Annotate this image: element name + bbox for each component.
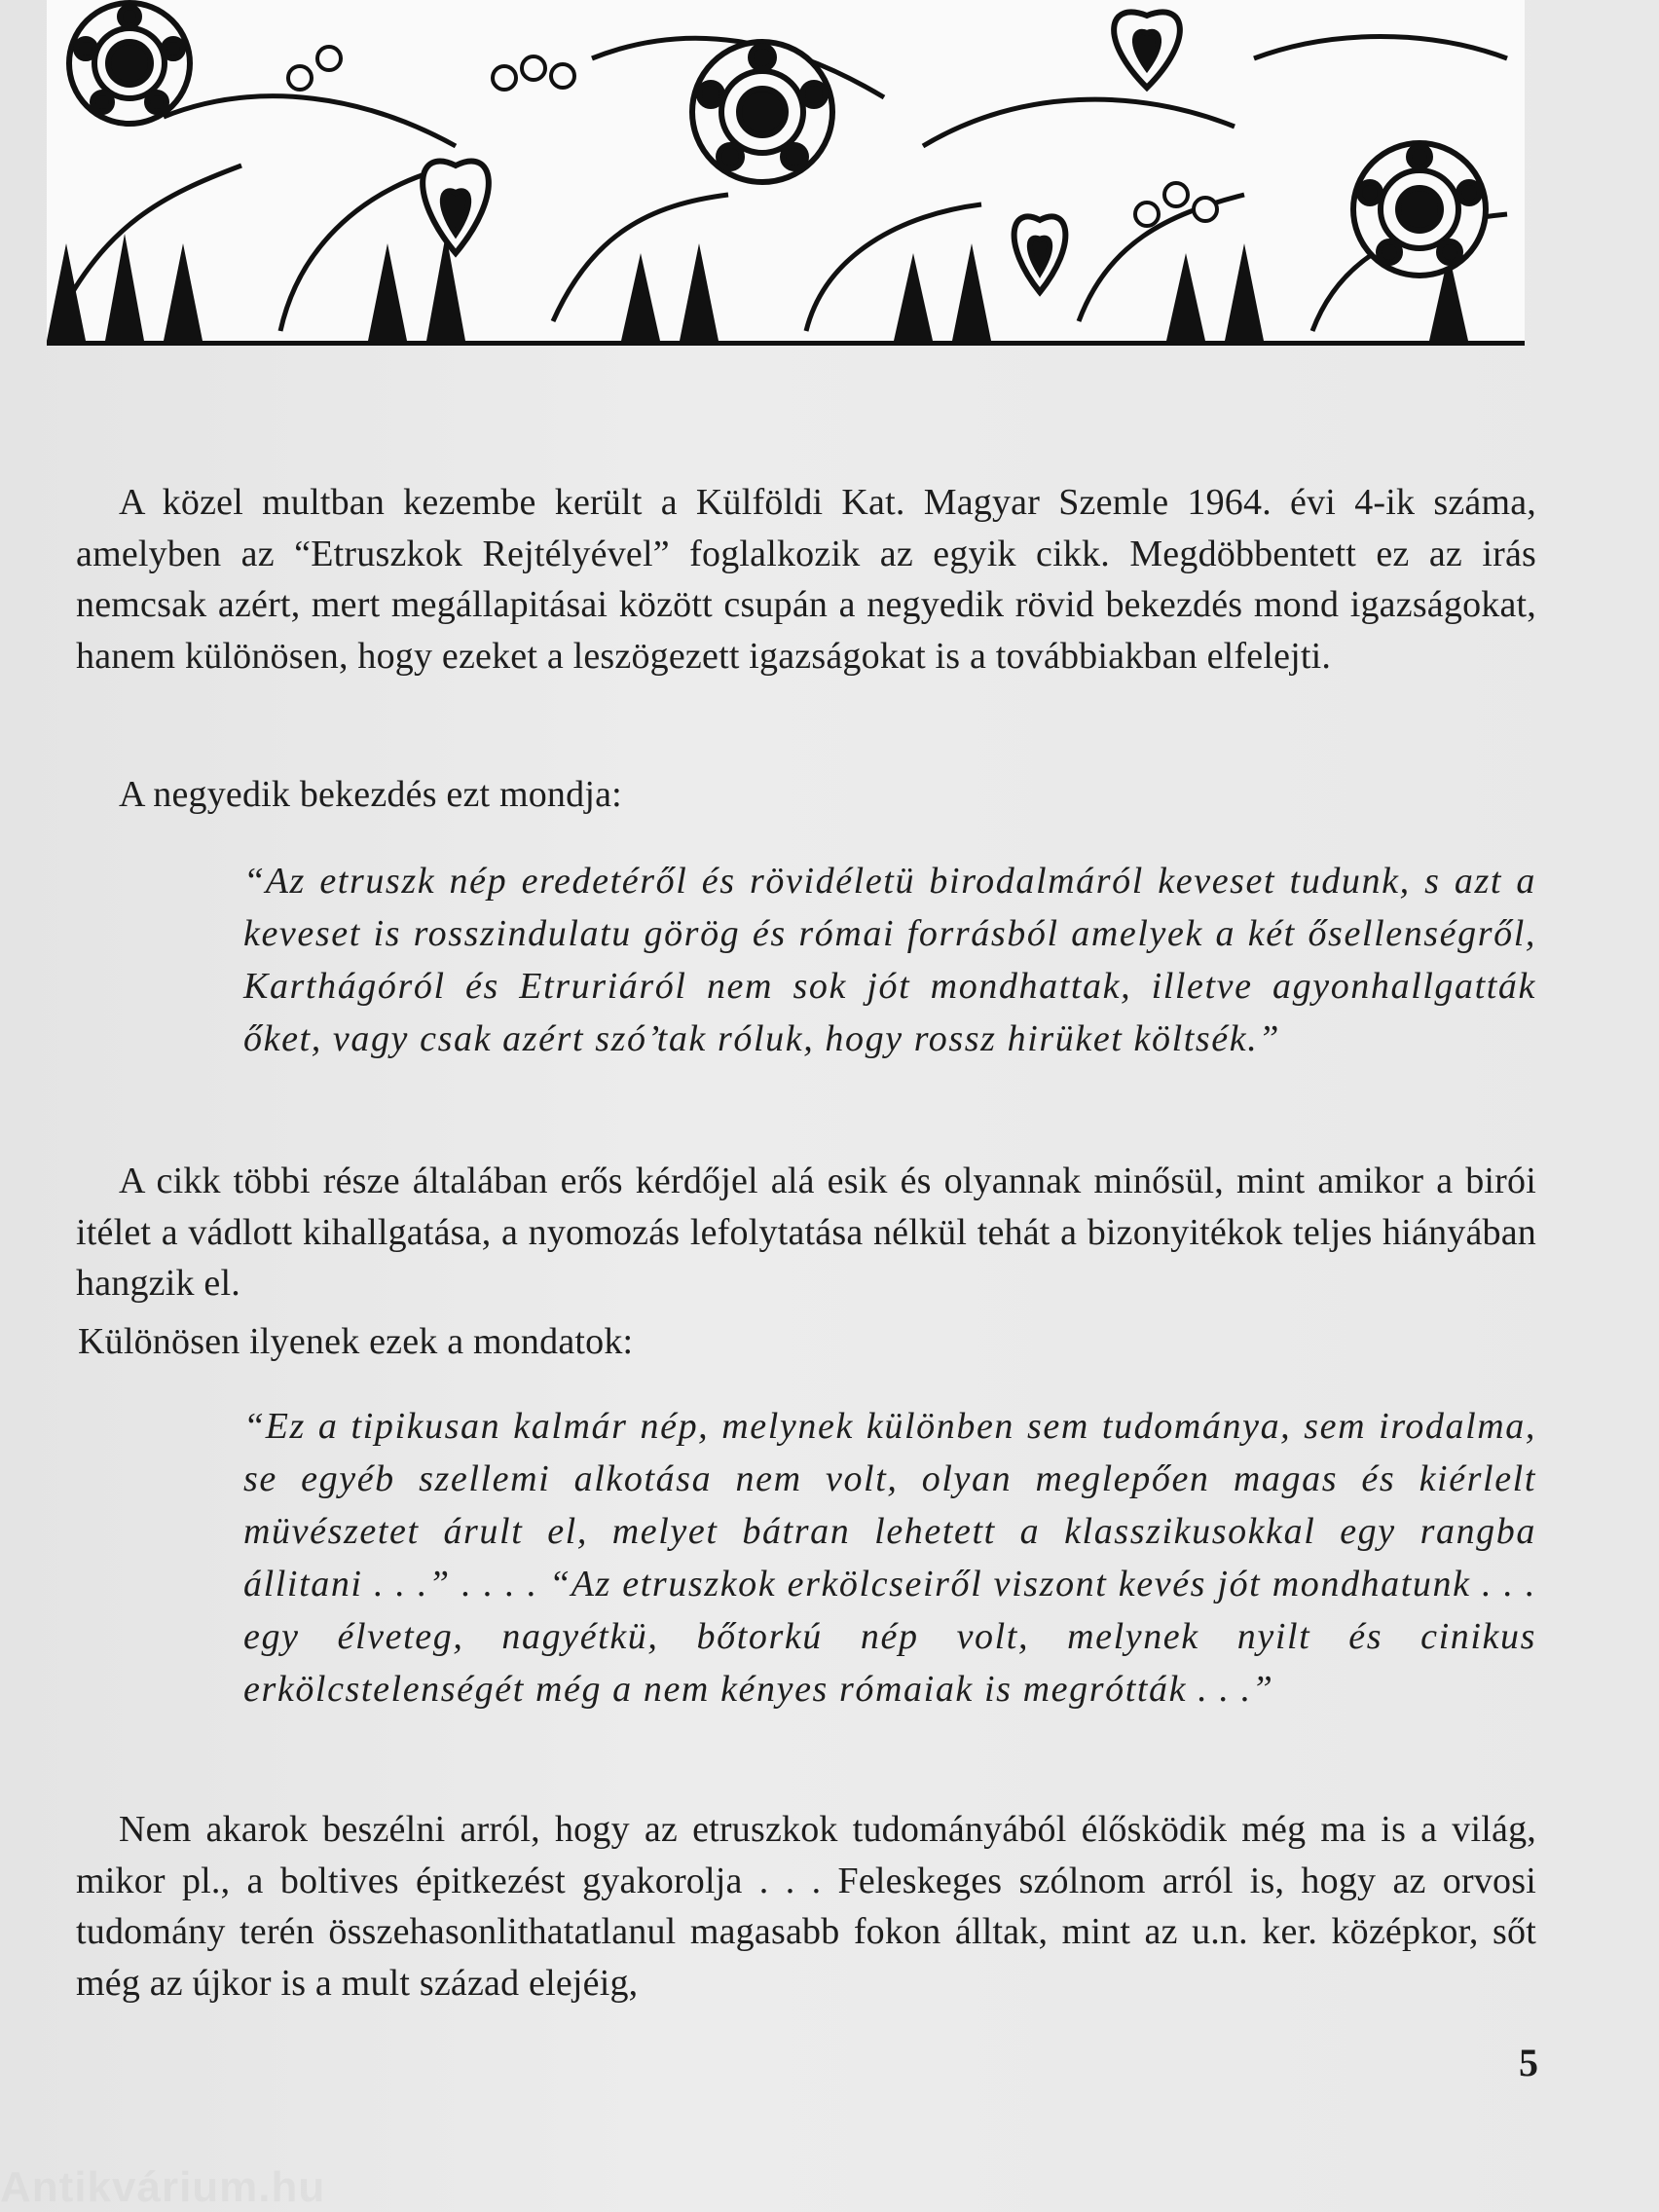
paragraph-1: A közel multban kezembe került a Külföldi Kat. Magyar Szemle 1964. évi 4-ik száma, amelyben az “Etruszkok Rejtélyével” foglalkozik az egyik cikk. Megdöbbentett ez az irás nemcsak azért, mert megállapitásai között csupán a negyedik rövid bekezdés mond igazságokat, hanem különösen, hogy ezeket a leszögezett igazságokat is a továbbiakban elfelejti. bbox=[76, 482, 1536, 677]
floral-ornament-icon bbox=[47, 0, 1525, 341]
quote-1: “Az etruszk nép eredetéről és rövidéletü birodalmáról keveset tudunk, s azt a keveset is rosszindulatu görög és római forrásból amelyek a két ősellenségről, Karthágóról és Etruriáról nem sok jót mondhattak, illetve agyonhallgatták őket, vagy csak azért szó’tak róluk, hogy rossz hirüket költsék.” bbox=[243, 861, 1536, 1059]
paragraph-3: A cikk többi része általában erős kérdőjel alá esik és olyannak minősül, mint amikor a birói itélet a vádlott kihallgatása, a nyomozás lefolytatása nélkül tehát a bizonyitékok teljes hiányában hangzik el. bbox=[76, 1161, 1536, 1304]
paragraph-5: Nem akarok beszélni arról, hogy az etruszkok tudományából élősködik még ma is a világ, mikor pl., a boltives épitkezést gyakorolja . . . Feleskeges szólnom arról is, hogy az orvosi tudomány terén összehasonlithatatlanul magasabb fokon álltak, mint az u.n. ker. középkor, sőt még az újkor is a mult század elejéig, bbox=[76, 1809, 1536, 2004]
quote-2: “Ez a tipikusan kalmár nép, melynek különben sem tudománya, sem irodalma, se egyéb szellemi alkotása nem volt, olyan meglepően magas és kiérlelt müvészetet árult el, melyet bátran lehetett a klasszikusokkal egy rangba állitani . . .” . . . . “Az etruszkok erkölcseiről viszont kevés jót mondhatunk . . . egy élveteg, nagyétkü, bőtorkú nép volt, melynek nyilt és cinikus erkölcstelenségét még a nem kényes rómaiak is megrótták . . .” bbox=[243, 1406, 1536, 1710]
page-number: 5 bbox=[1519, 2041, 1538, 2084]
paragraph-2: A negyedik bekezdés ezt mondja: bbox=[119, 774, 622, 815]
paragraph-4: Különösen ilyenek ezek a mondatok: bbox=[78, 1321, 634, 1362]
watermark: Antikvárium.hu bbox=[0, 2163, 326, 2211]
floral-ornament-header bbox=[47, 0, 1525, 346]
